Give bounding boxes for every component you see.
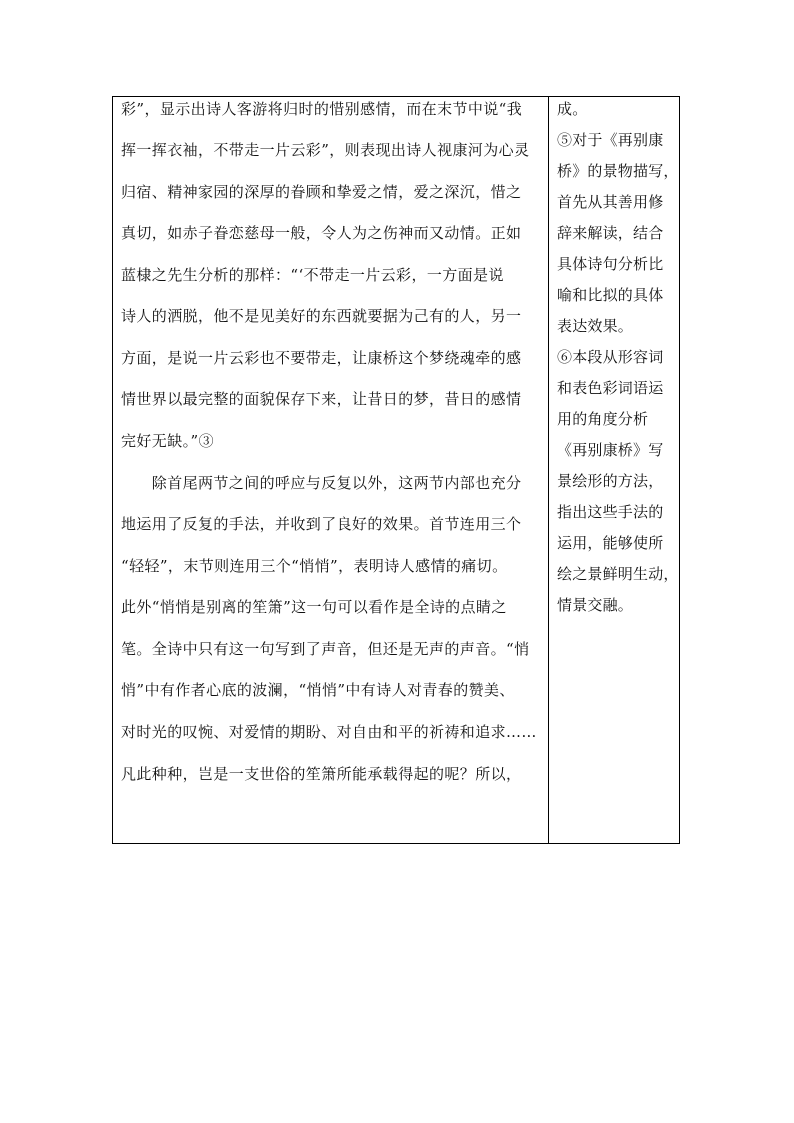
main-text-line: 挥一挥衣袖，不带走一片云彩”，则表现出诗人视康河为心灵	[121, 141, 530, 159]
annotation-line: 喻和比拟的具体	[557, 286, 664, 304]
annotation-line: ⑤对于《再别康	[557, 131, 664, 149]
annotation-line: 情景交融。	[557, 596, 634, 614]
annotation-line: 成。	[557, 100, 588, 118]
annotation-line: 桥》的景物描写，	[557, 162, 679, 180]
main-text-line: 笔。全诗中只有这一句写到了声音，但还是无声的声音。“悄	[121, 640, 530, 658]
annotation-line: 《再别康桥》写	[557, 441, 664, 459]
main-text-line: 悄”中有作者心底的波澜，“悄悄”中有诗人对青春的赞美、	[121, 681, 515, 699]
annotation-line: 景绘形的方法，	[557, 472, 664, 490]
main-text-line: 蓝棣之先生分析的那样：“‘不带走一片云彩，一方面是说	[121, 266, 504, 284]
main-text-line: “轻轻”，末节则连用三个“悄悄”，表明诗人感情的痛切。	[121, 557, 508, 575]
main-text-line: 真切，如赤子眷恋慈母一般，令人为之伤神而又动情。正如	[121, 224, 522, 242]
annotation-line: ⑥本段从形容词	[557, 348, 664, 366]
annotation-line: 表达效果。	[557, 317, 634, 335]
annotation-line: 具体诗句分析比	[557, 255, 664, 273]
annotation-line: 辞来解读，结合	[557, 224, 664, 242]
main-text-line: 方面，是说一片云彩也不要带走，让康桥这个梦绕魂牵的感	[121, 349, 522, 367]
main-text-line: 凡此种种，岂是一支世俗的笙箫所能承载得起的呢？所以，	[121, 765, 522, 783]
annotation-line: 指出这些手法的	[557, 503, 664, 521]
annotation-line: 运用，能够使所	[557, 534, 664, 552]
main-text-line: 此外“悄悄是别离的笙箫”这一句可以看作是全诗的点睛之	[121, 598, 507, 616]
annotation-table	[112, 96, 680, 844]
annotation-line: 和表色彩词语运	[557, 379, 664, 397]
main-text-line: 对时光的叹惋、对爱情的期盼、对自由和平的祈祷和追求……	[121, 723, 537, 741]
annotation-line: 首先从其善用修	[557, 193, 664, 211]
main-text-line: 除首尾两节之间的呼应与反复以外，这两节内部也充分	[121, 474, 522, 492]
main-text-line: 地运用了反复的手法，并收到了良好的效果。首节连用三个	[121, 515, 522, 533]
annotation-line: 绘之景鲜明生动，	[557, 565, 679, 583]
main-text-line: 彩”，显示出诗人客游将归时的惜别感情，而在末节中说“我	[121, 100, 523, 118]
main-text-column	[113, 97, 549, 843]
main-text-line: 归宿、精神家园的深厚的眷顾和挚爱之情，爱之深沉，惜之	[121, 183, 522, 201]
annotation-line: 用的角度分析	[557, 410, 649, 428]
main-text-line: 完好无缺。”③	[121, 432, 214, 450]
main-text-line: 情世界以最完整的面貌保存下来，让昔日的梦，昔日的感情	[121, 390, 522, 408]
main-text-line: 诗人的洒脱，他不是见美好的东西就要据为己有的人，另一	[121, 307, 522, 325]
annotation-column	[549, 97, 679, 843]
